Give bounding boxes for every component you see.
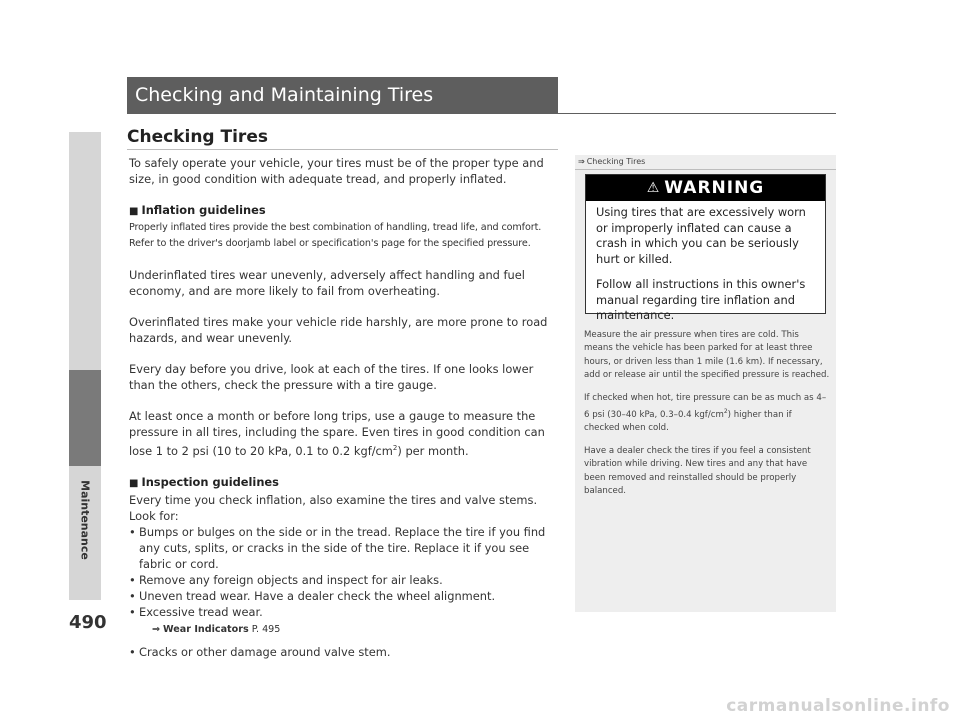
note-paragraph: If checked when hot, tire pressure can be as much as 4–6 psi (30–40 kPa, 0.3–0.4 kgf/$cm^2$) higher than if checked when cold. bbox=[584, 392, 827, 434]
note-paragraph: Have a dealer check the tires if you feel a consistent vibration while driving. New tires and any that have been removed and reinstalled should be properly balanced. bbox=[584, 445, 811, 496]
warning-header: ⚠ WARNING bbox=[586, 175, 825, 201]
list-item: • Remove any foreign objects and inspect for air leaks. bbox=[129, 572, 561, 588]
underinflated-paragraph: Underinflated tires wear unevenly, adversely affect handling and fuel economy, and are more likely to fail from overheating. bbox=[129, 268, 525, 298]
note-paragraph: Measure the air pressure when tires are cold. This means the vehicle has been parked for at least three hours, or driven less than 1 mile (1.6 km). If necessary, add or release air until the specified pressure is reached. bbox=[584, 330, 830, 381]
sidebar-heading: ⇒ Checking Tires bbox=[578, 157, 646, 166]
inspection-heading: ■ Inspection guidelines bbox=[129, 474, 279, 489]
watermark: carmanualsonline.info bbox=[726, 696, 950, 716]
warning-text bbox=[586, 201, 825, 324]
chapter-title: Checking and Maintaining Tires bbox=[127, 77, 558, 114]
inspection-list-continued bbox=[129, 644, 561, 660]
wear-indicators-link[interactable]: ⇒ Wear Indicators P. 495 bbox=[152, 623, 281, 635]
intro-paragraph: To safely operate your vehicle, your tires must be of the proper type and size, in good condition with adequate tread, and properly inflated. bbox=[129, 156, 544, 186]
reference-arrow-icon: ⇒ bbox=[152, 623, 161, 635]
warning-paragraph: Follow all instructions in this owner's manual regarding tire inflation and maintenance. bbox=[596, 277, 806, 322]
daily-check-paragraph: Every day before you drive, look at each of the tires. If one looks lower than the others, check the pressure with a tire gauge. bbox=[129, 362, 534, 392]
inspection-intro: Every time you check inflation, also examine the tires and valve stems. bbox=[129, 492, 538, 507]
look-for-label: Look for: bbox=[129, 508, 179, 523]
list-item: • Bumps or bulges on the side or in the tread. Replace the tire if you find any cuts, splits, or cracks in the side of the tire. Replace it if you see fabric or cord. bbox=[129, 524, 561, 572]
warning-box bbox=[585, 174, 826, 322]
inflation-note: Properly inflated tires provide the best combination of handling, tread life, and comfort. Refer to the driver's doorjamb label or specification's page for the specified pressure. bbox=[129, 222, 542, 249]
inspection-list bbox=[129, 524, 561, 620]
title-rule bbox=[558, 113, 836, 114]
page-number: 490 bbox=[69, 612, 107, 633]
warning-triangle-icon: ⚠ bbox=[646, 180, 661, 196]
square-bullet-icon: ■ bbox=[129, 206, 139, 217]
section-title: Checking Tires bbox=[127, 127, 268, 147]
overinflated-paragraph: Overinflated tires make your vehicle ride harshly, are more prone to road hazards, and wear unevenly. bbox=[129, 315, 548, 345]
list-item: • Excessive tread wear. bbox=[129, 604, 561, 620]
warning-paragraph: Using tires that are excessively worn or improperly inflated can cause a crash in which you can be seriously hurt or killed. bbox=[596, 205, 806, 266]
monthly-check-paragraph: At least once a month or before long trips, use a gauge to measure the pressure in all tires, including the spare. Even tires in good condition can lose 1 to 2 psi (10 to 20 kPa, 0.1 to 0.2 kgf/$cm^2$) per month. bbox=[129, 409, 545, 458]
sidebar bbox=[575, 155, 836, 612]
reference-arrow-icon: ⇒ bbox=[578, 157, 585, 166]
list-item: • Uneven tread wear. Have a dealer check the wheel alignment. bbox=[129, 588, 561, 604]
list-item: • Cracks or other damage around valve stem. bbox=[129, 644, 561, 660]
main-content bbox=[129, 155, 561, 660]
side-tab-marker bbox=[69, 370, 101, 466]
square-bullet-icon: ■ bbox=[129, 477, 139, 489]
sidebar-notes bbox=[584, 329, 830, 507]
section-rule bbox=[127, 149, 558, 150]
side-label: Maintenance bbox=[78, 480, 92, 560]
inflation-heading: ■ Inflation guidelines bbox=[129, 203, 266, 217]
sidebar-rule bbox=[575, 169, 836, 170]
